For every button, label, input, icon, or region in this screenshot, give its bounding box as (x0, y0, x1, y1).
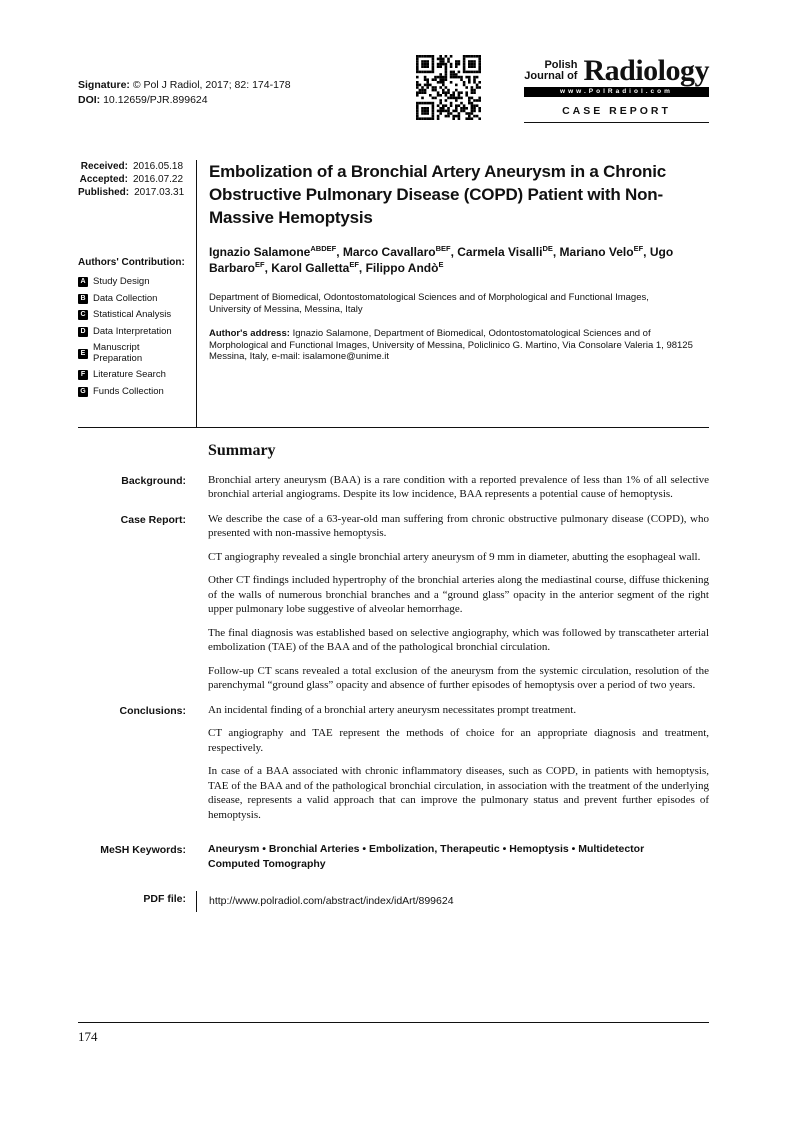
journal-logo-brand: Radiology (583, 54, 709, 87)
doi-line (78, 93, 408, 108)
meta-left-column (78, 160, 196, 427)
signature-value: © Pol J Radiol, 2017; 82: 174-178 (132, 79, 291, 91)
contribution-label: Literature Search (93, 369, 166, 380)
doi-value: 10.12659/PJR.899624 (103, 94, 208, 106)
author-name: Filippo Andò$^E$ (365, 260, 444, 275)
contribution-label: Funds Collection (93, 385, 164, 397)
contribution-item (78, 370, 186, 381)
summary-section-label: Background: (121, 474, 186, 487)
article-title: Embolization of a Bronchial Artery Aneurysm in a Chronic Obstructive Pulmonary Disease (COPD) Patient with Non-Massive Hemoptysis (209, 162, 667, 227)
contribution-item (78, 343, 186, 364)
author-name: Ignazio Salamone$^{ABDEF}$ (209, 244, 337, 259)
authors-contribution-title: Authors' Contribution: (78, 257, 185, 268)
received-label: Received: (80, 161, 128, 172)
page-number: 174 (78, 1029, 98, 1044)
contribution-item (78, 277, 186, 288)
contribution-letter-badge: D (78, 327, 88, 337)
author-address-value: Ignazio Salamone, Department of Biomedical, Odontostomatological Sciences and of Morphological and Functional Images, University of Messina, Policlinico G. Martino, Via Consolare Valeria 1, 98125 Messina, Italy, e-mail: isalamone@unime.it (209, 328, 693, 362)
meta-right-column (196, 160, 709, 427)
contribution-label: Data Interpretation (93, 325, 172, 337)
contribution-letter-badge: E (78, 349, 88, 359)
page-footer (78, 1022, 709, 1045)
author-name: Ugo Barbaro$^{EF}$ (209, 245, 674, 275)
author-name: Karol Galletta$^{EF}$ (271, 260, 359, 275)
summary-section-text: An incidental finding of a bronchial artery aneurysm necessitates prompt treatment. CT angiography and TAE represent the methods of choice for an appropriate diagnosis and treatment, respectively. In case of a BAA associated with chronic inflammatory diseases, such as COPD, in patients with hemoptysis, TAE of the BAA and of the pathological bronchial circulation, in association with the treatment of the underlying disease, represents a valid approach that can improve the pulmonary status and prevent further episodes of hemoptysis. (208, 703, 709, 821)
qr-code (416, 55, 481, 120)
affiliation: Department of Biomedical, Odontostomatological Sciences and of Morphological and Functional Images, University of Messina, Messina, Italy (209, 292, 649, 315)
contribution-letter-badge: G (78, 387, 88, 397)
page-header (78, 55, 709, 160)
published-line (78, 186, 186, 199)
contribution-label: Manuscript Preparation (93, 342, 143, 364)
summary-section (78, 441, 709, 913)
author-name: Marco Cavallaro$^{BEF}$ (342, 244, 451, 259)
author-contribution-superscript: EF (349, 260, 359, 269)
pdf-file-row (78, 891, 709, 912)
summary-section-row (78, 512, 709, 693)
contribution-item (78, 310, 186, 321)
authors-contribution-legend (78, 277, 186, 397)
contribution-letter-badge: C (78, 310, 88, 320)
author-contribution-superscript: ABDEF (310, 244, 337, 253)
accepted-value: 2016.07.22 (133, 174, 184, 185)
journal-logo (524, 54, 709, 123)
journal-url-bar: www.PolRadiol.com (524, 87, 709, 97)
mesh-keywords-label: MeSH Keywords: (100, 844, 186, 856)
summary-rows (78, 473, 709, 823)
signature-label: Signature: (78, 79, 130, 91)
authors-list: Ignazio Salamone$^{ABDEF}$, Marco Cavallaro$^{BEF}$, Carmela Visalli$^{DE}$, Mariano Velo$^{EF}$, Ugo Barbaro$^{EF}$, Karol Galletta$^{EF}$, Filippo Andò$^E$ (209, 244, 674, 275)
journal-logo-small-text: Polish Journal of (524, 59, 578, 82)
summary-section-row (78, 703, 709, 823)
author-contribution-superscript: E (438, 260, 444, 269)
summary-section-label: Case Report: (120, 513, 186, 526)
dates-block (78, 160, 186, 199)
author-contribution-superscript: EF (633, 244, 644, 253)
section-divider (78, 427, 709, 428)
accepted-label: Accepted: (79, 174, 128, 185)
author-contribution-superscript: BEF (435, 244, 451, 253)
article-meta-section (78, 160, 709, 427)
accepted-line (78, 173, 186, 186)
signature-line (78, 78, 408, 93)
contribution-label: Study Design (93, 276, 150, 287)
author-address (209, 328, 709, 363)
author-name: Mariano Velo$^{EF}$ (559, 244, 644, 259)
contribution-item (78, 387, 186, 398)
contribution-item (78, 327, 186, 338)
contribution-letter-badge: A (78, 277, 88, 287)
signature-block (78, 78, 408, 108)
contribution-label: Data Collection (93, 292, 158, 304)
summary-section-row (78, 473, 709, 502)
published-value: 2017.03.31 (134, 187, 185, 198)
doi-label: DOI: (78, 94, 101, 106)
author-contribution-superscript: EF (255, 260, 265, 269)
mesh-keywords-row (78, 842, 709, 871)
summary-section-text: Bronchial artery aneurysm (BAA) is a rare condition with a reported prevalence of less than 1% of all selective bronchial arterial angiograms. Despite its low incidence, BAA represents a potential cause of hemoptysis. (208, 473, 709, 500)
received-value: 2016.05.18 (133, 161, 184, 172)
summary-section-label: Conclusions: (119, 704, 186, 717)
contribution-letter-badge: F (78, 370, 88, 380)
received-line (78, 160, 186, 173)
mesh-keywords-value: Aneurysm • Bronchial Arteries • Embolization, Therapeutic • Hemoptysis • Multidetector Computed Tomography (208, 843, 645, 870)
contribution-label: Statistical Analysis (93, 309, 172, 320)
summary-section-text: We describe the case of a 63-year-old man suffering from chronic obstructive pulmonary disease (COPD), who presented with non-massive hemoptysis. CT angiography revealed a single bronchial artery aneurysm of 9 mm in diameter, abutting the esophageal wall. Other CT findings included hypertrophy of the bronchial arteries along the mediastinal course, diffuse thickening of the walls of numerous bronchial branches and a “ground glass” opacity in the anterior segment of the right upper pulmonary lobe suggestive of alveolar hemorrhage. The final diagnosis was established based on selective angiography, which was followed by transcatheter arterial embolization (TAE) of the BAA and of the pathological bronchial circulation. Follow-up CT scans revealed a total exclusion of the aneurysm from the systemic circulation, resolution of the parenchymal “ground glass” opacity and absence of further episodes of hemoptysis over a period of two years. (208, 512, 709, 691)
summary-heading: Summary (208, 441, 276, 459)
article-type-badge: CASE REPORT (524, 105, 709, 123)
author-address-label: Author's address: (209, 328, 290, 339)
author-contribution-superscript: DE (542, 244, 553, 253)
contribution-letter-badge: B (78, 294, 88, 304)
author-name: Carmela Visalli$^{DE}$ (457, 244, 553, 259)
published-label: Published: (78, 187, 130, 198)
pdf-file-label: PDF file: (143, 893, 186, 905)
contribution-item (78, 294, 186, 305)
journal-logo-wordmark (524, 54, 709, 87)
pdf-file-url[interactable]: http://www.polradiol.com/abstract/index/idArt/899624 (196, 891, 709, 912)
